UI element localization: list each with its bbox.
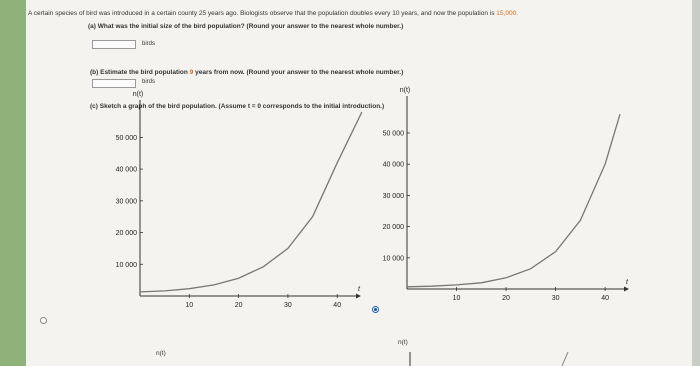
part-b-label-end: years from now. (Round your answer to the nearest whole number.) xyxy=(195,69,404,76)
window-right-edge xyxy=(692,0,700,366)
plot-2-x-tick-label: 10 xyxy=(452,295,461,302)
part-b-unit: birds xyxy=(142,79,156,85)
plot-2-y-tick-label: 20 000 xyxy=(382,224,404,232)
part-a-unit: birds xyxy=(142,41,156,47)
graph-options xyxy=(26,0,692,366)
plot-1-x-axis-label: t xyxy=(358,286,360,293)
window-left-edge xyxy=(0,0,26,366)
plot-1-x-tick-label: 20 xyxy=(234,302,243,309)
plot-2-y-tick-label: 40 000 xyxy=(382,161,404,169)
plot-1-x-tick-label: 30 xyxy=(284,302,292,309)
plot-1-curve xyxy=(140,112,362,292)
graph-option-2-radio[interactable] xyxy=(372,306,379,313)
plot-2-x-tick-label: 40 xyxy=(601,295,610,302)
plot-2-curve xyxy=(407,114,620,287)
plot-1-y-axis-label: n(t) xyxy=(132,91,144,98)
plot-1-y-tick-label: 10 000 xyxy=(115,261,137,269)
plot-2-x-axis-arrow xyxy=(624,287,629,292)
plot-1-y-tick-label: 20 000 xyxy=(115,230,137,238)
plot-1-y-tick-label: 50 000 xyxy=(115,134,137,142)
plot-4-curve xyxy=(562,352,568,366)
question-prompt-text: A certain species of bird was introduced in a certain county 25 years ago. Biologists observe that the population doubles every 10 years, and now the population is xyxy=(28,10,495,17)
plot-1-x-axis-arrow xyxy=(356,294,361,299)
question-sheet xyxy=(26,0,692,366)
part-c-question: (c) Sketch a graph of the bird population. (Assume t = 0 corresponds to the initial introduction.) xyxy=(90,103,385,110)
part-b-question xyxy=(90,69,403,76)
part-a-answer-input[interactable] xyxy=(92,40,136,49)
part-b-answer-input[interactable] xyxy=(92,79,136,88)
plot-2-x-tick-label: 20 xyxy=(502,295,510,302)
plot-2-y-tick-label: 50 000 xyxy=(382,130,404,138)
population-value: 15,000. xyxy=(496,10,518,17)
part-a-question: (a) What was the initial size of the bird population? (Round your answer to the nearest whole number.) xyxy=(88,23,404,30)
plot-2-y-tick-label: 30 000 xyxy=(382,192,404,200)
plot-2-x-axis-label: t xyxy=(626,279,628,286)
question-prompt xyxy=(28,10,518,17)
graph-option-3-y-label: n(t) xyxy=(156,350,166,357)
plot-2-y-axis-label: n(t) xyxy=(399,87,411,94)
graph-option-1-radio[interactable] xyxy=(40,317,47,324)
plot-1-x-tick-label: 10 xyxy=(185,302,194,309)
plot-1-y-tick-label: 30 000 xyxy=(115,198,137,206)
plot-1-x-tick-label: 40 xyxy=(333,302,342,309)
part-b-years-value: 9 xyxy=(189,69,194,76)
plot-2-y-tick-label: 10 000 xyxy=(382,255,404,263)
graph-option-4-y-label: n(t) xyxy=(398,339,408,346)
part-b-label-start: (b) Estimate the bird population xyxy=(90,69,188,76)
plot-2-x-tick-label: 30 xyxy=(551,295,560,302)
plot-1-y-tick-label: 40 000 xyxy=(115,166,137,174)
